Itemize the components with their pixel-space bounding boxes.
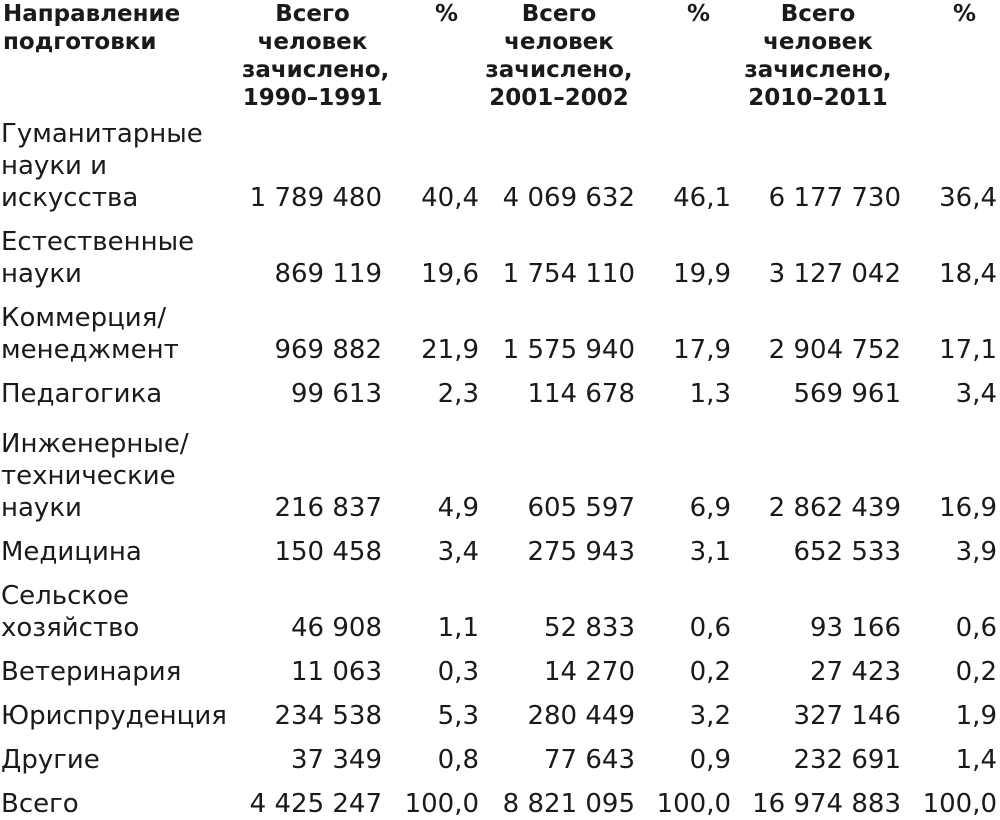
row-name: Всего bbox=[1, 789, 79, 819]
row-name: Инженерные/ технические науки bbox=[1, 429, 189, 523]
cell-total-1990: 216 837 bbox=[274, 493, 382, 523]
cell-pct-1990: 2,3 bbox=[437, 379, 479, 409]
table-row bbox=[0, 738, 1000, 782]
cell-total-2001: 77 643 bbox=[544, 745, 635, 775]
header-direction: Направление подготовки bbox=[3, 1, 181, 55]
row-name: Коммерция/ менеджмент bbox=[1, 303, 179, 365]
cell-pct-2010: 3,4 bbox=[955, 379, 997, 409]
table-row bbox=[0, 416, 1000, 530]
table-row bbox=[0, 296, 1000, 372]
cell-pct-2010: 16,9 bbox=[939, 493, 997, 523]
cell-total-2001: 14 270 bbox=[544, 657, 635, 687]
header-pct-1990: % bbox=[434, 1, 458, 27]
table-row bbox=[0, 220, 1000, 296]
cell-pct-2001: 0,9 bbox=[689, 745, 731, 775]
cell-total-2010: 652 533 bbox=[793, 537, 901, 567]
row-name: Естественные науки bbox=[1, 227, 195, 289]
cell-pct-2010: 3,9 bbox=[955, 537, 997, 567]
cell-pct-2001: 46,1 bbox=[673, 183, 731, 213]
cell-pct-2001: 0,6 bbox=[689, 613, 731, 643]
row-name: Гуманитарные науки и искусства bbox=[1, 119, 203, 213]
cell-total-1990: 969 882 bbox=[274, 335, 382, 365]
cell-pct-2010: 36,4 bbox=[939, 183, 997, 213]
cell-pct-1990: 3,4 bbox=[437, 537, 479, 567]
cell-total-2010: 3 127 042 bbox=[768, 259, 901, 289]
cell-pct-2010: 100,0 bbox=[922, 789, 997, 819]
row-name: Другие bbox=[1, 745, 100, 775]
cell-total-1990: 99 613 bbox=[291, 379, 382, 409]
cell-total-2010: 6 177 730 bbox=[768, 183, 901, 213]
cell-pct-2001: 19,9 bbox=[673, 259, 731, 289]
cell-total-2010: 16 974 883 bbox=[752, 789, 901, 819]
header-row bbox=[0, 0, 1000, 118]
cell-total-1990: 46 908 bbox=[291, 613, 382, 643]
cell-pct-2001: 17,9 bbox=[673, 335, 731, 365]
cell-total-2001: 52 833 bbox=[544, 613, 635, 643]
cell-pct-1990: 0,3 bbox=[437, 657, 479, 687]
cell-pct-2010: 0,2 bbox=[955, 657, 997, 687]
cell-total-1990: 1 789 480 bbox=[249, 183, 382, 213]
cell-total-2010: 327 146 bbox=[793, 701, 901, 731]
cell-pct-2010: 1,9 bbox=[955, 701, 997, 731]
cell-pct-1990: 100,0 bbox=[404, 789, 479, 819]
cell-pct-2001: 6,9 bbox=[689, 493, 731, 523]
header-total-2001: Всего человек зачислено, 2001–2002 bbox=[485, 1, 633, 111]
cell-total-2001: 605 597 bbox=[527, 493, 635, 523]
cell-pct-1990: 21,9 bbox=[421, 335, 479, 365]
cell-pct-1990: 40,4 bbox=[421, 183, 479, 213]
table-row bbox=[0, 574, 1000, 650]
cell-pct-1990: 5,3 bbox=[437, 701, 479, 731]
header-total-2010: Всего человек зачислено, 2010–2011 bbox=[744, 1, 892, 111]
table-row bbox=[0, 372, 1000, 416]
cell-total-2010: 2 862 439 bbox=[768, 493, 901, 523]
cell-total-2010: 232 691 bbox=[793, 745, 901, 775]
cell-pct-2010: 1,4 bbox=[955, 745, 997, 775]
cell-pct-1990: 0,8 bbox=[437, 745, 479, 775]
cell-total-2010: 93 166 bbox=[810, 613, 901, 643]
cell-pct-2001: 3,2 bbox=[689, 701, 731, 731]
row-name: Сельское хозяйство bbox=[1, 581, 140, 643]
table-row bbox=[0, 694, 1000, 738]
cell-pct-2010: 18,4 bbox=[939, 259, 997, 289]
cell-total-2010: 569 961 bbox=[793, 379, 901, 409]
cell-total-1990: 869 119 bbox=[274, 259, 382, 289]
cell-total-2001: 275 943 bbox=[527, 537, 635, 567]
cell-total-2001: 4 069 632 bbox=[502, 183, 635, 213]
header-pct-2010: % bbox=[952, 1, 976, 27]
cell-total-2001: 1 575 940 bbox=[502, 335, 635, 365]
table-row bbox=[0, 118, 1000, 220]
cell-total-2001: 8 821 095 bbox=[502, 789, 635, 819]
cell-pct-2001: 100,0 bbox=[656, 789, 731, 819]
cell-total-2001: 280 449 bbox=[527, 701, 635, 731]
cell-total-1990: 4 425 247 bbox=[249, 789, 382, 819]
row-name: Юриспруденция bbox=[1, 701, 227, 731]
cell-total-2001: 114 678 bbox=[527, 379, 635, 409]
cell-pct-2001: 0,2 bbox=[689, 657, 731, 687]
cell-total-2001: 1 754 110 bbox=[502, 259, 635, 289]
cell-pct-1990: 19,6 bbox=[421, 259, 479, 289]
header-pct-2001: % bbox=[686, 1, 710, 27]
cell-total-2010: 27 423 bbox=[810, 657, 901, 687]
cell-total-1990: 11 063 bbox=[291, 657, 382, 687]
cell-pct-2001: 3,1 bbox=[689, 537, 731, 567]
cell-pct-2001: 1,3 bbox=[689, 379, 731, 409]
cell-total-1990: 37 349 bbox=[291, 745, 382, 775]
cell-total-1990: 150 458 bbox=[274, 537, 382, 567]
cell-total-2010: 2 904 752 bbox=[768, 335, 901, 365]
table-row bbox=[0, 530, 1000, 574]
table-row bbox=[0, 650, 1000, 694]
row-name: Медицина bbox=[1, 537, 142, 567]
cell-pct-1990: 1,1 bbox=[437, 613, 479, 643]
total-row bbox=[0, 782, 1000, 820]
row-name: Ветеринария bbox=[1, 657, 182, 687]
cell-pct-2010: 0,6 bbox=[955, 613, 997, 643]
row-name: Педагогика bbox=[1, 379, 163, 409]
cell-pct-1990: 4,9 bbox=[437, 493, 479, 523]
cell-pct-2010: 17,1 bbox=[939, 335, 997, 365]
header-total-1990: Всего человек зачислено, 1990–1991 bbox=[242, 1, 390, 111]
cell-total-1990: 234 538 bbox=[274, 701, 382, 731]
